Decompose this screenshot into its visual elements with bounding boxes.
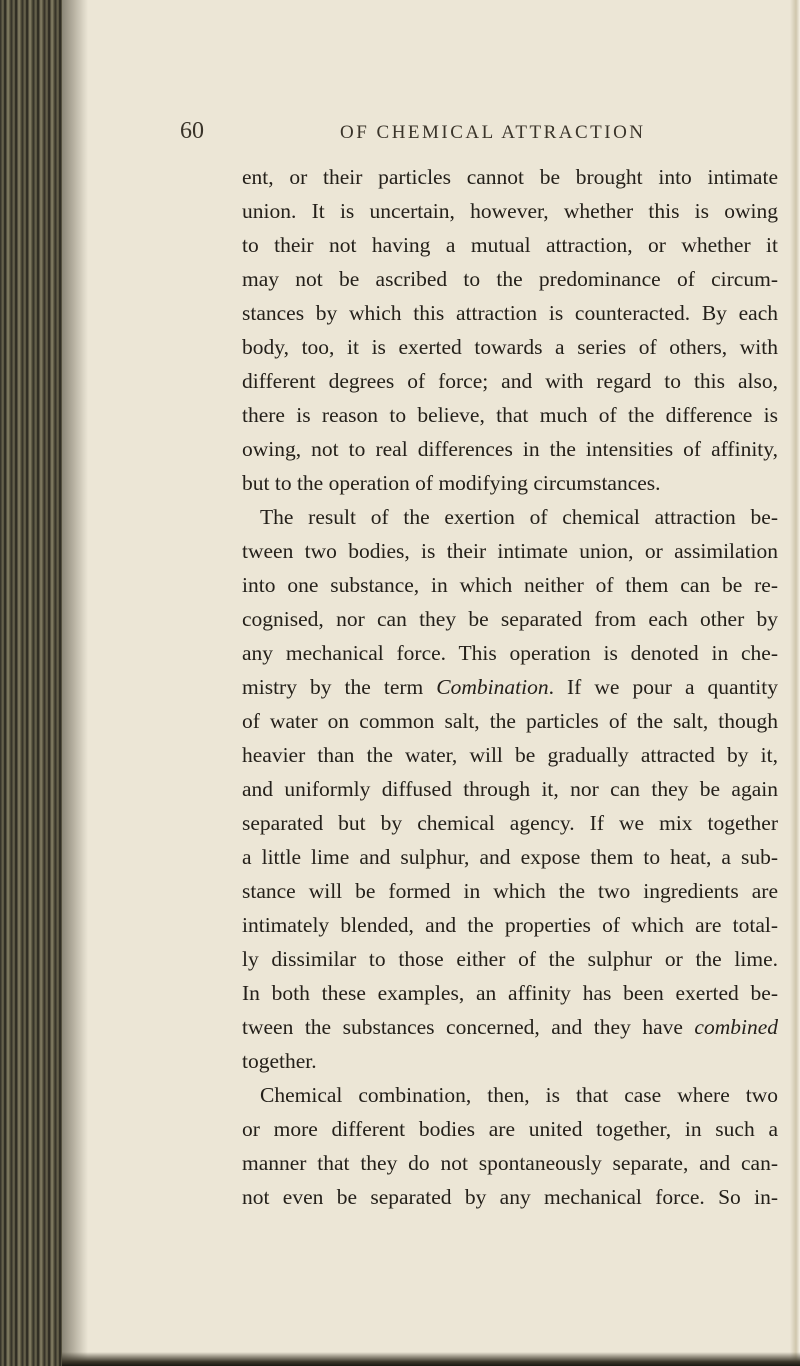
text-line: stance will be formed in which the two ingredients are	[242, 879, 778, 903]
text-line: manner that they do not spontaneously separate, and can-	[242, 1151, 778, 1175]
text-line: there is reason to believe, that much of the difference is	[242, 403, 778, 427]
text-line: a little lime and sulphur, and expose them to heat, a sub-	[242, 845, 778, 869]
paragraph-start-line: The result of the exertion of chemical attraction be-	[260, 505, 778, 529]
italic-term: Combination	[436, 675, 549, 699]
page-edge-bottom	[62, 1352, 800, 1366]
book-binding	[0, 0, 62, 1366]
text-line: but to the operation of modifying circumstances.	[242, 471, 661, 495]
text-line: separated but by chemical agency. If we mix together	[242, 811, 778, 835]
text-line: union. It is uncertain, however, whether this is owing	[242, 199, 778, 223]
text-line: body, too, it is exerted towards a series of others, with	[242, 335, 778, 359]
text-line: of water on common salt, the particles of the salt, though	[242, 709, 778, 733]
running-title: OF CHEMICAL ATTRACTION	[340, 122, 646, 143]
text-line: stances by which this attraction is counteracted. By each	[242, 301, 778, 325]
text-line: ent, or their particles cannot be brought into intimate	[242, 165, 778, 189]
text-line: may not be ascribed to the predominance of circum-	[242, 267, 778, 291]
italic-term: combined	[694, 1015, 778, 1039]
text-line: In both these examples, an affinity has been exerted be-	[242, 981, 778, 1005]
text-line: not even be separated by any mechanical force. So in-	[242, 1185, 778, 1209]
text-line: ly dissimilar to those either of the sulphur or the lime.	[242, 947, 778, 971]
text-line-with-italic: tween the substances concerned, and they have combined	[242, 1015, 778, 1039]
page-number: 60	[180, 118, 204, 144]
text-line: heavier than the water, will be gradually attracted by it,	[242, 743, 778, 767]
text-line: or more different bodies are united together, in such a	[242, 1117, 778, 1141]
page-edge-right	[790, 0, 800, 1366]
gutter-shadow	[62, 0, 88, 1366]
text-line: intimately blended, and the properties of which are total-	[242, 913, 778, 937]
text-line: owing, not to real differences in the intensities of affinity,	[242, 437, 778, 461]
paragraph-start-line: Chemical combination, then, is that case where two	[260, 1083, 778, 1107]
text-line: into one substance, in which neither of them can be re-	[242, 573, 778, 597]
text-line: tween two bodies, is their intimate union, or assimilation	[242, 539, 778, 563]
running-head	[180, 118, 720, 150]
text-line: to their not having a mutual attraction, or whether it	[242, 233, 778, 257]
text-line: cognised, nor can they be separated from each other by	[242, 607, 778, 631]
text-line-with-italic: mistry by the term Combination. If we pour a quantity	[242, 675, 778, 699]
text-line: together.	[242, 1049, 317, 1073]
text-line: and uniformly diffused through it, nor can they be again	[242, 777, 778, 801]
text-line: any mechanical force. This operation is denoted in che-	[242, 641, 778, 665]
text-line: different degrees of force; and with regard to this also,	[242, 369, 778, 393]
